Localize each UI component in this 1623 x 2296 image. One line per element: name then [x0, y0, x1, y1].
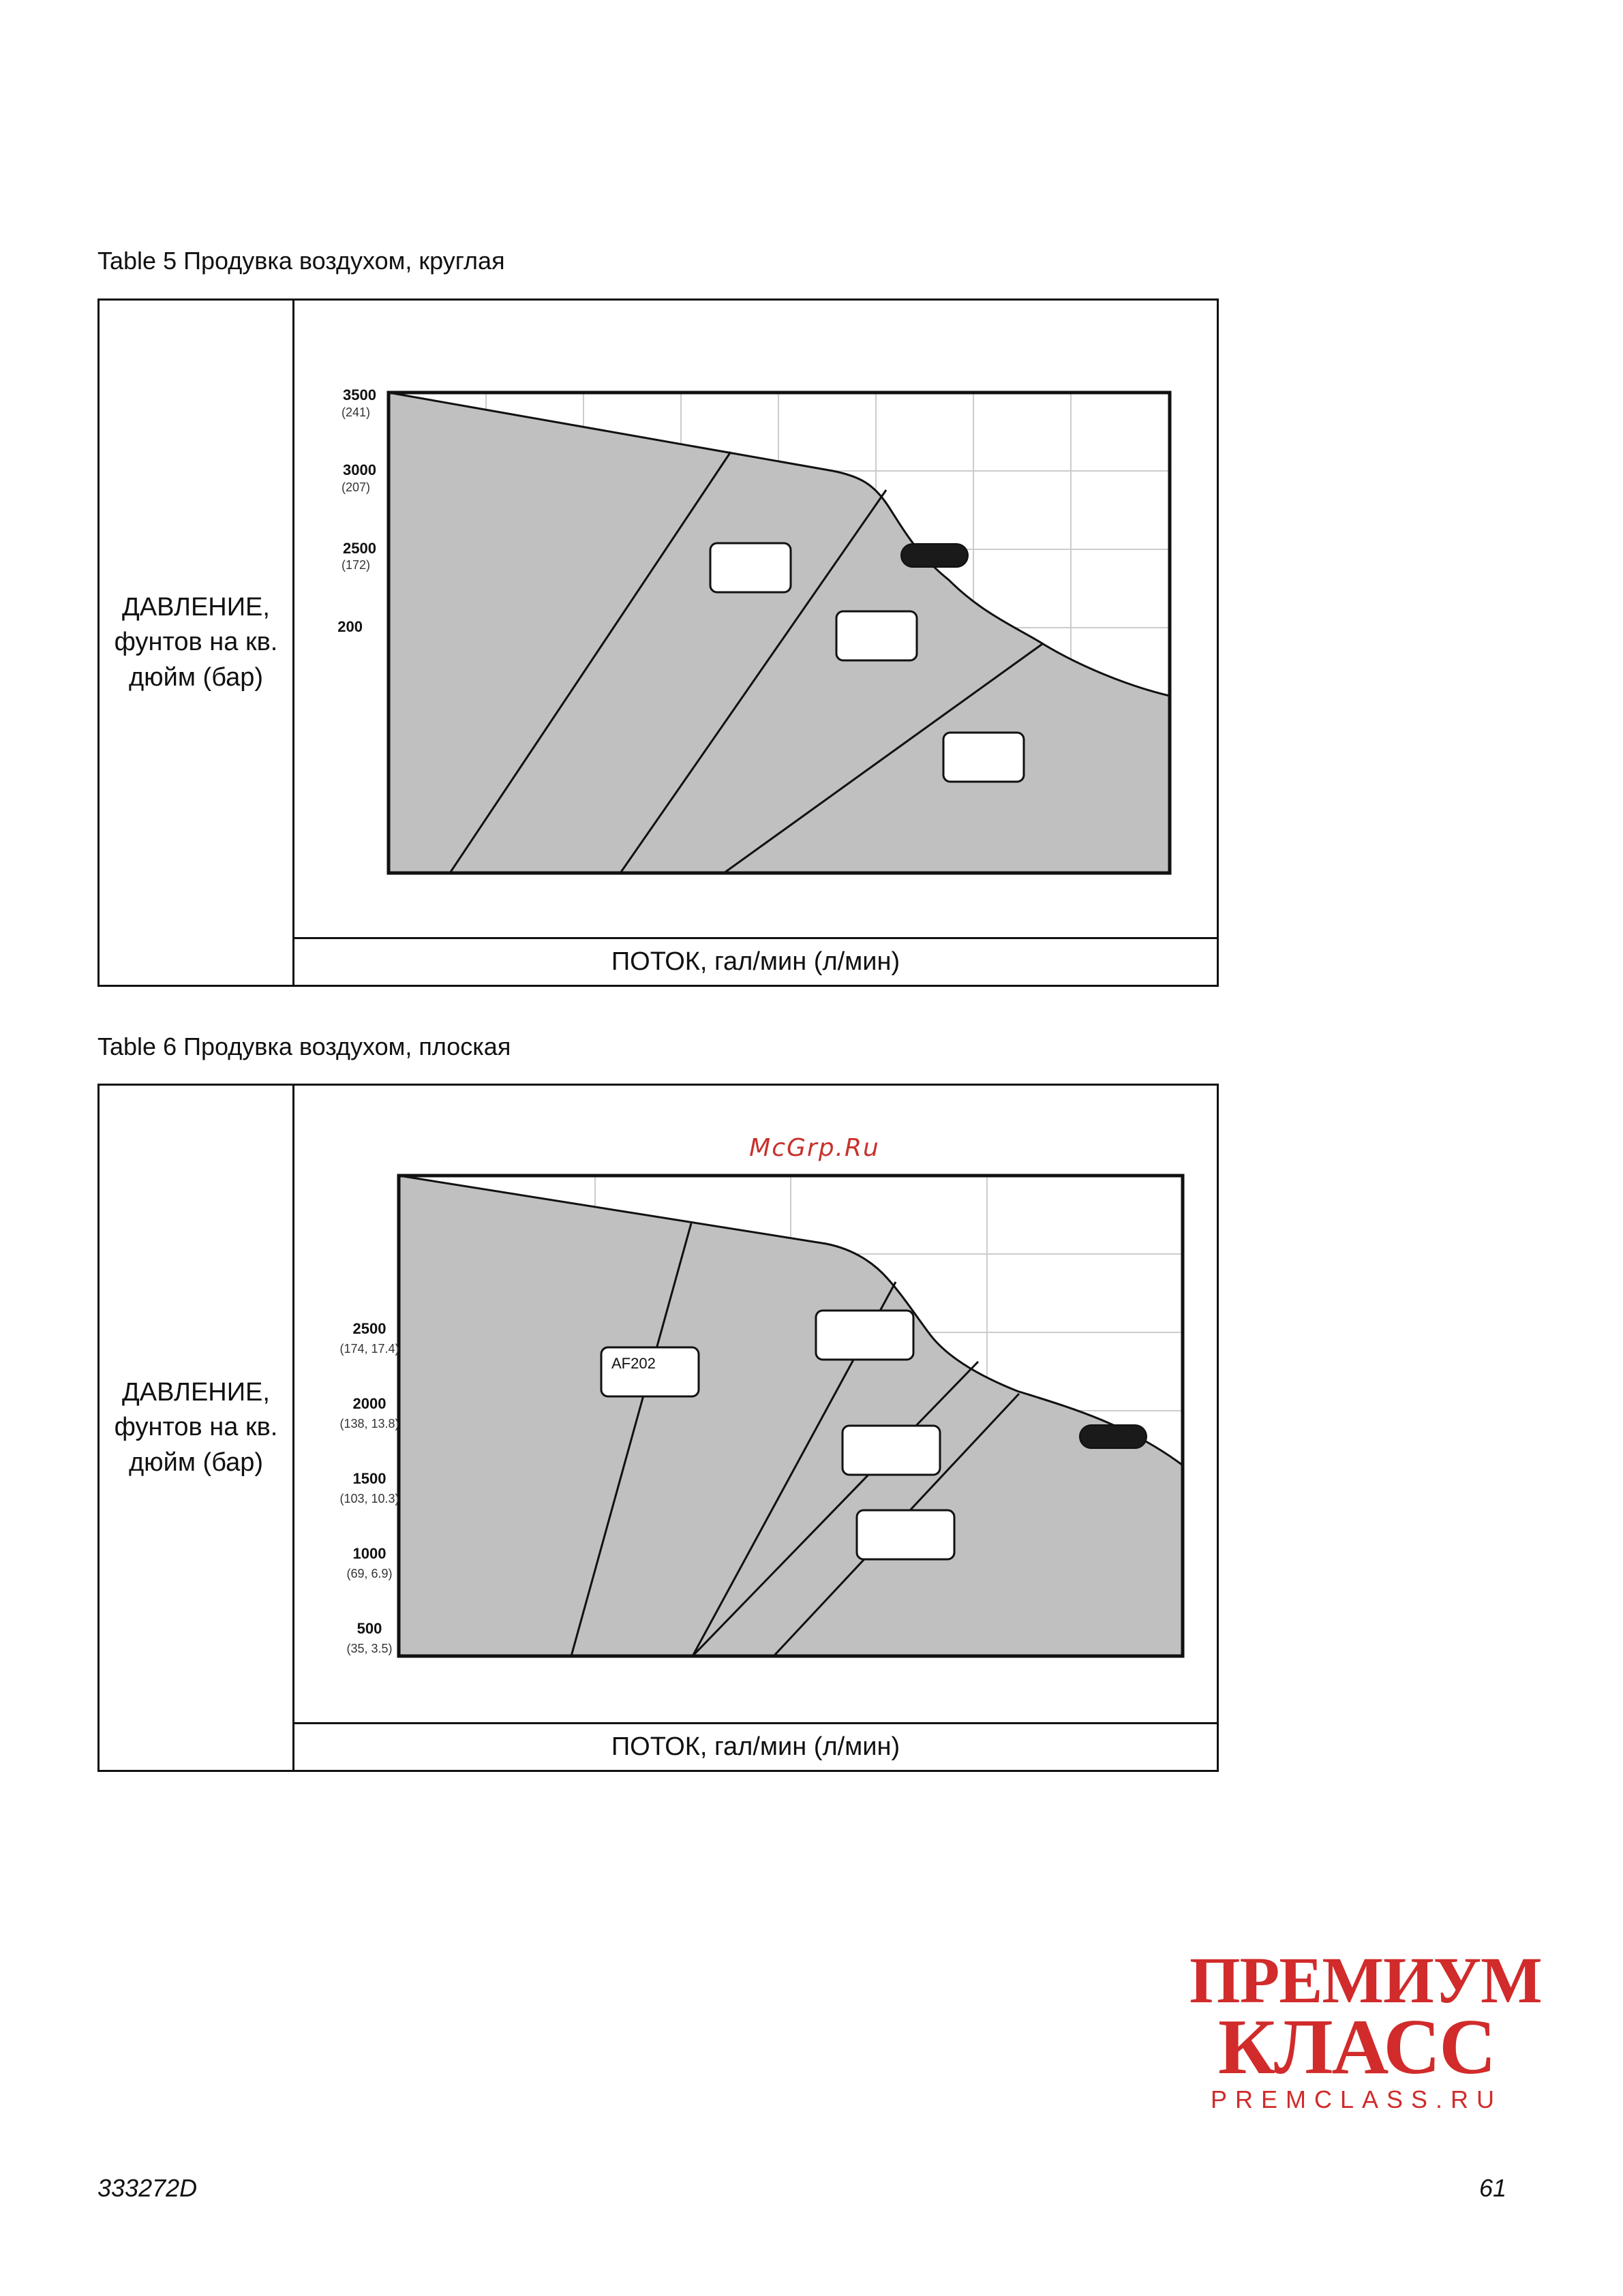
y-tick-label: 1000: [352, 1545, 386, 1562]
table6: [97, 1084, 1219, 1772]
series-label-3: [843, 1426, 940, 1475]
premclass-logo: [1189, 1944, 1542, 2114]
y-tick-sublabel: (241): [341, 405, 370, 419]
logo-line3: PREMCLASS.RU: [1210, 2085, 1503, 2113]
series-label-af202-text: AF202: [611, 1355, 656, 1372]
y-tick-label: 200: [337, 618, 363, 635]
table5: [97, 299, 1219, 987]
y-tick-sublabel: (103, 10.3): [339, 1492, 399, 1505]
table5-y-label: ДАВЛЕНИЕ, фунтов на кв. дюйм (бар): [100, 301, 294, 985]
series-label-2: [816, 1311, 913, 1360]
page-number: 61: [1479, 2174, 1507, 2202]
table5-caption: Table 5 Продувка воздухом, круглая: [97, 247, 505, 275]
y-tick-label: 500: [357, 1620, 382, 1637]
y-tick-label: 1500: [352, 1470, 386, 1487]
logo-line1: ПРЕМИУМ: [1189, 1944, 1542, 2017]
series-label-4: [857, 1510, 954, 1559]
series-label-3: [943, 733, 1024, 782]
table6-x-label: ПОТОК, гал/мин (л/мин): [294, 1722, 1217, 1770]
doc-number: 333272D: [97, 2174, 198, 2202]
y-ticks: [337, 386, 376, 635]
y-ticks: [339, 1320, 399, 1655]
logo-line2: КЛАСС: [1217, 2004, 1496, 2091]
y-tick-sublabel: (207): [341, 480, 370, 494]
table5-x-label: ПОТОК, гал/мин (л/мин): [294, 937, 1217, 985]
table5-chart: [294, 301, 1219, 941]
series-label-2: [836, 611, 917, 660]
y-tick-label: 2500: [343, 540, 376, 557]
series-label-5: [1080, 1425, 1147, 1448]
y-tick-label: 3000: [343, 461, 376, 478]
y-tick-sublabel: (172): [341, 558, 370, 572]
y-tick-sublabel: (69, 6.9): [346, 1567, 393, 1580]
table6-caption: Table 6 Продувка воздухом, плоская: [97, 1032, 511, 1060]
series-label-1: [710, 543, 791, 592]
series-label-4: [901, 544, 968, 567]
y-tick-label: 2000: [352, 1395, 386, 1412]
y-tick-sublabel: (35, 3.5): [346, 1642, 393, 1655]
y-tick-label: 3500: [343, 386, 376, 403]
table6-chart: [294, 1086, 1219, 1726]
y-tick-label: 2500: [352, 1320, 386, 1337]
watermark: McGrp.Ru: [749, 1134, 880, 1162]
y-tick-sublabel: (174, 17.4): [339, 1342, 399, 1356]
table6-y-label: ДАВЛЕНИЕ, фунтов на кв. дюйм (бар): [100, 1086, 294, 1770]
y-tick-sublabel: (138, 13.8): [339, 1417, 399, 1430]
